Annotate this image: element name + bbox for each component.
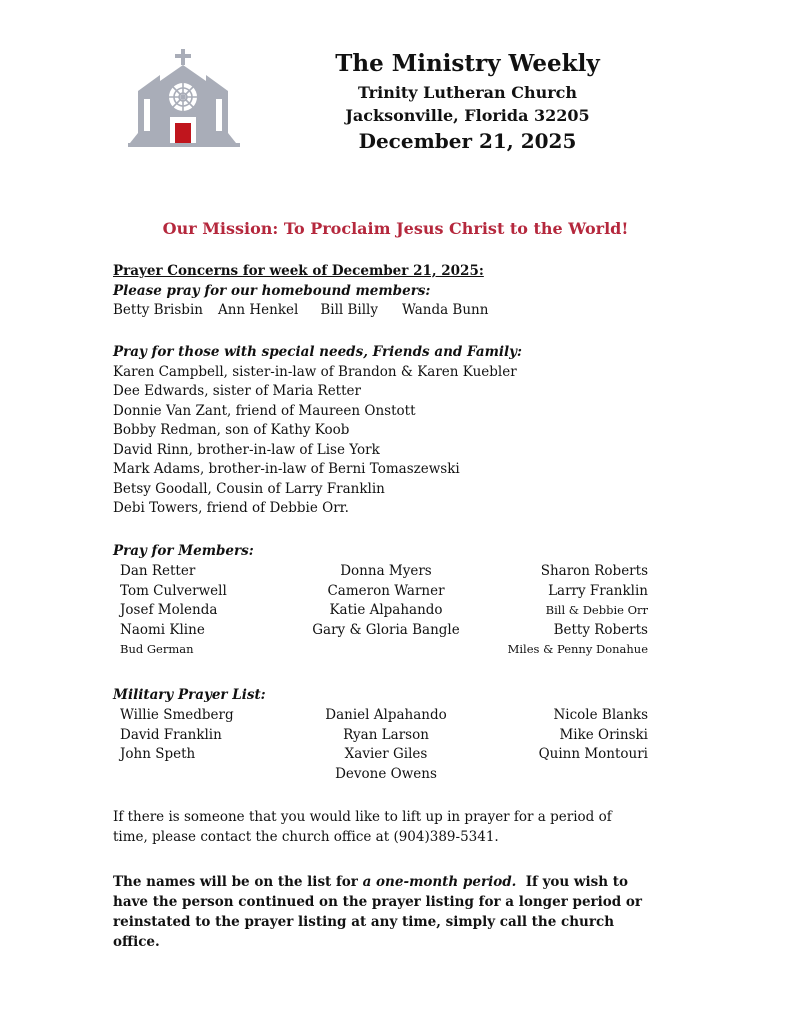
special-needs-item: Karen Campbell, sister-in-law of Brandon & Karen Kuebler [113, 363, 517, 380]
military-columns [120, 706, 648, 786]
contact-line: If there is someone that you would like to lift up in prayer for a period of [113, 809, 612, 825]
special-needs-item: Dee Edwards, sister of Maria Retter [113, 383, 361, 399]
military-name: Mike Orinski [559, 726, 648, 743]
military-name: John Speth [120, 746, 196, 762]
note-line: office. [113, 934, 160, 950]
note-emphasis: a one-month period. [362, 874, 517, 890]
mission-statement: Our Mission: To Proclaim Jesus Christ to the World! [162, 219, 629, 238]
member-name: Naomi Kline [120, 621, 205, 638]
special-needs-item: Betsy Goodall, Cousin of Larry Franklin [113, 480, 385, 497]
military-column-left [120, 706, 234, 765]
homebound-heading: Please pray for our homebound members: [113, 282, 431, 299]
members-column-left [120, 562, 227, 660]
note-line: have the person continued on the prayer listing for a longer period or [113, 894, 643, 910]
military-name: Ryan Larson [343, 726, 429, 743]
member-name: Katie Alpahando [329, 602, 443, 618]
member-name: Larry Franklin [548, 582, 648, 599]
member-name: Dan Retter [120, 563, 196, 579]
contact-line: time, please contact the church office at (904)389-5341. [113, 828, 499, 845]
member-name: Gary & Gloria Bangle [312, 621, 460, 638]
member-name: Sharon Roberts [540, 563, 648, 579]
members-heading: Pray for Members: [113, 543, 254, 559]
church-logo-icon [128, 49, 240, 147]
contact-paragraph [113, 808, 653, 847]
note-text: The names will be on the list for [113, 874, 363, 890]
members-heading-block [113, 542, 653, 562]
newsletter-title: The Ministry Weekly [335, 50, 600, 77]
homebound-member: Betty Brisbin [113, 302, 203, 318]
members-column-right [508, 562, 648, 660]
note-line: reinstated to the prayer listing at any time, simply call the church [113, 914, 615, 930]
military-name: Quinn Montouri [538, 746, 648, 762]
members-column-middle [286, 562, 486, 640]
military-name: Xavier Giles [344, 746, 428, 762]
member-name: Josef Molenda [120, 602, 218, 618]
church-name: Trinity Lutheran Church [357, 83, 578, 102]
member-name: Miles & Penny Donahue [507, 642, 648, 656]
special-needs-section [113, 343, 653, 519]
member-name: Donna Myers [340, 563, 432, 579]
member-name: Tom Culverwell [120, 582, 227, 599]
prayer-concerns-section [113, 262, 653, 321]
member-name: Cameron Warner [327, 582, 445, 599]
homebound-member: Bill Billy [320, 302, 378, 318]
military-name: Devone Owens [335, 765, 437, 782]
military-column-right [539, 706, 648, 765]
military-name: Nicole Blanks [553, 707, 648, 723]
special-needs-item: Debi Towers, friend of Debbie Orr. [113, 500, 349, 516]
homebound-list [113, 301, 653, 321]
military-heading-block [113, 686, 653, 706]
homebound-member: Ann Henkel [217, 302, 299, 318]
member-name: Bill & Debbie Orr [545, 603, 648, 617]
listing-note [113, 872, 653, 952]
military-heading: Military Prayer List: [113, 687, 266, 703]
military-name: Daniel Alpahando [325, 707, 447, 723]
member-name: Betty Roberts [553, 621, 648, 638]
member-name: Bud German [120, 642, 194, 656]
note-text: If you wish to [516, 874, 629, 890]
homebound-member: Wanda Bunn [402, 302, 489, 318]
issue-date: December 21, 2025 [358, 129, 577, 153]
prayer-concerns-heading: Prayer Concerns for week of December 21, 2025: [113, 263, 484, 279]
special-needs-item: David Rinn, brother-in-law of Lise York [113, 441, 380, 458]
church-city: Jacksonville, Florida 32205 [345, 106, 590, 125]
note-line [113, 872, 653, 892]
military-name: Willie Smedberg [120, 707, 234, 723]
military-name: David Franklin [120, 726, 222, 743]
special-needs-heading: Pray for those with special needs, Friends and Family: [113, 344, 523, 360]
special-needs-item: Mark Adams, brother-in-law of Berni Tomaszewski [113, 461, 460, 477]
members-columns [120, 562, 648, 662]
special-needs-item: Bobby Redman, son of Kathy Koob [113, 422, 350, 438]
special-needs-item: Donnie Van Zant, friend of Maureen Onstott [113, 402, 416, 419]
military-column-middle [286, 706, 486, 784]
